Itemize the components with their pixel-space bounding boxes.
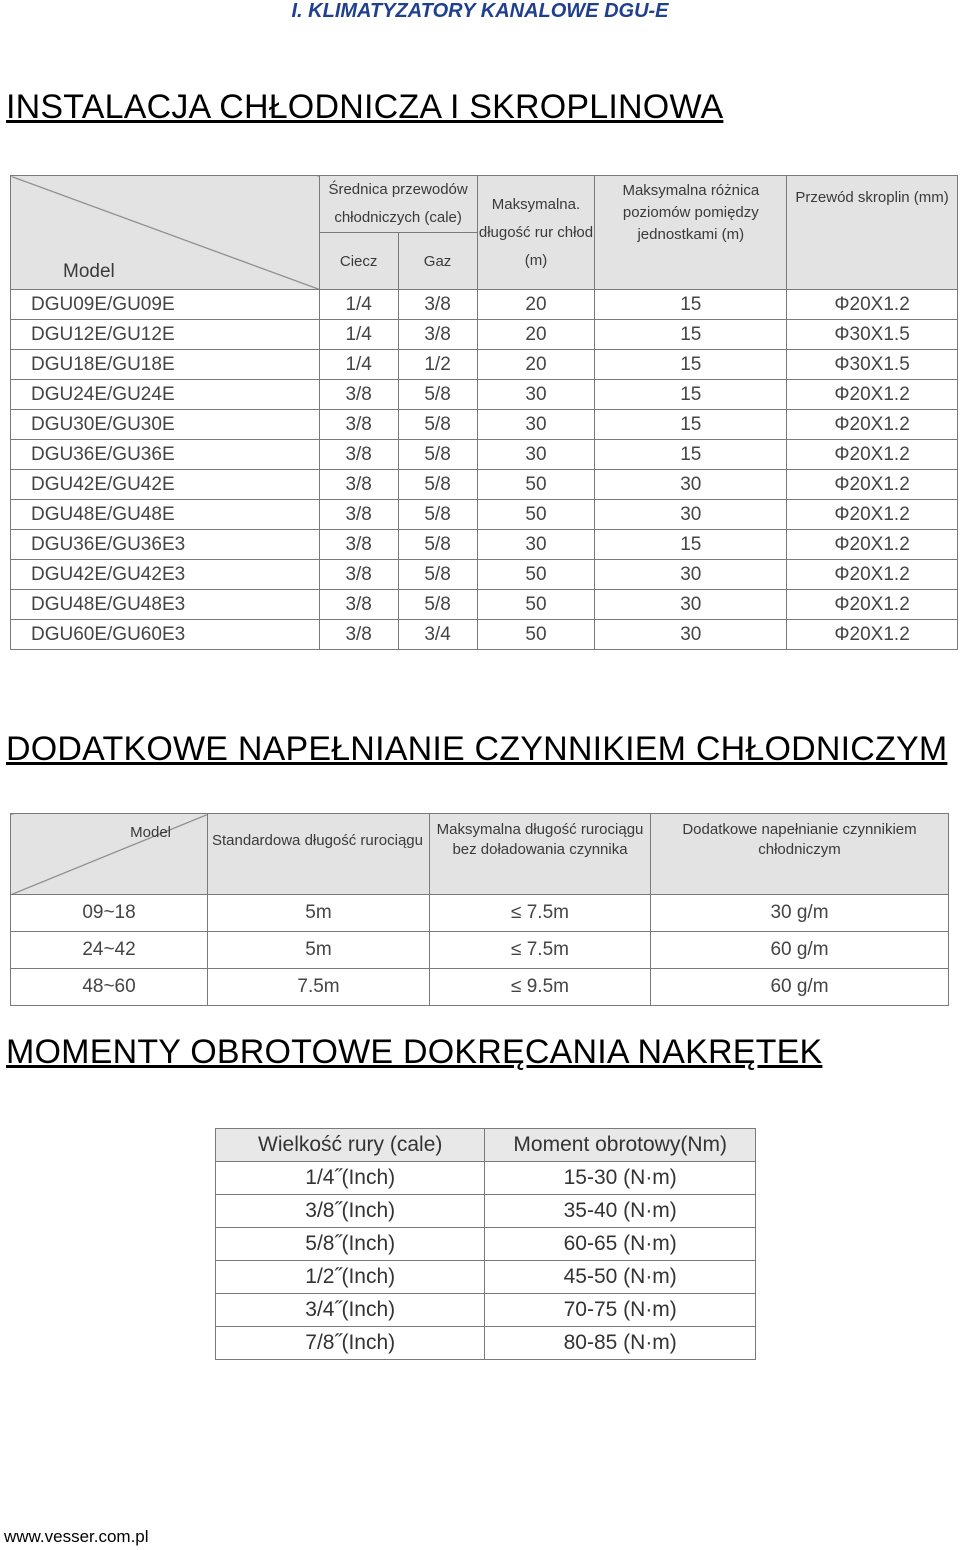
section-title-installation: INSTALACJA CHŁODNICZA I SKROPLINOWA [6, 88, 724, 126]
table-cell: 5/8 [398, 440, 477, 470]
table-cell: DGU42E/GU42E [11, 470, 320, 500]
table-cell: DGU24E/GU24E [11, 380, 320, 410]
table-row [11, 620, 958, 650]
table-cell: DGU09E/GU09E [11, 290, 320, 320]
table-cell: DGU30E/GU30E [11, 410, 320, 440]
table-row [11, 440, 958, 470]
table-row [216, 1162, 756, 1195]
table-cell: 5m [208, 895, 430, 932]
table-cell: 3/8˝(Inch) [216, 1195, 485, 1228]
table-row [11, 290, 958, 320]
table-row [11, 470, 958, 500]
liquid-header: Ciecz [319, 233, 398, 290]
table-cell: 7/8˝(Inch) [216, 1327, 485, 1360]
table-cell: 60 g/m [651, 932, 949, 969]
table-cell: 5m [208, 932, 430, 969]
table-cell: Φ20X1.2 [787, 380, 958, 410]
table-cell: 5/8 [398, 500, 477, 530]
table-cell: Φ20X1.2 [787, 410, 958, 440]
table-cell: 50 [477, 560, 595, 590]
table-cell: Φ20X1.2 [787, 500, 958, 530]
table-cell: 45-50 (N·m) [485, 1261, 756, 1294]
table-cell: 5/8˝(Inch) [216, 1228, 485, 1261]
table-cell: ≤ 9.5m [430, 969, 651, 1006]
document-header: I. KLIMATYZATORY KANALOWE DGU-E [291, 0, 669, 22]
torque-table [215, 1128, 756, 1360]
table-cell: ≤ 7.5m [430, 895, 651, 932]
table-cell: 30 [595, 620, 787, 650]
table-row [11, 380, 958, 410]
table-cell: 50 [477, 470, 595, 500]
table-cell: DGU48E/GU48E3 [11, 590, 320, 620]
table-cell: 15 [595, 350, 787, 380]
table-cell: 20 [477, 320, 595, 350]
table-row [216, 1261, 756, 1294]
table-cell: 60 g/m [651, 969, 949, 1006]
diameter-header: Średnica przewodów chłodniczych (cale) [319, 176, 477, 233]
model-header: Model [11, 176, 320, 290]
table-cell: 15 [595, 290, 787, 320]
max-length-no-charge-header: Maksymalna długość rurociągu bez doładowania czynnika [430, 814, 651, 895]
table-cell: 30 [477, 380, 595, 410]
table-cell: 50 [477, 620, 595, 650]
table-cell: 3/8 [319, 380, 398, 410]
table-cell: 1/4 [319, 350, 398, 380]
table-row [11, 895, 949, 932]
installation-table [10, 175, 958, 650]
std-length-header: Standardowa długość rurociągu [208, 814, 430, 895]
pipe-size-header: Wielkość rury (cale) [216, 1129, 485, 1162]
table-row [11, 350, 958, 380]
table-cell: 09~18 [11, 895, 208, 932]
footer-url: www.vesser.com.pl [4, 1527, 149, 1546]
table-row [11, 932, 949, 969]
table-cell: DGU36E/GU36E [11, 440, 320, 470]
table-cell: 3/8 [319, 530, 398, 560]
additional-charge-header: Dodatkowe napełnianie czynnikiem chłodniczym [651, 814, 949, 895]
table-cell: 15 [595, 410, 787, 440]
table-cell: 15 [595, 380, 787, 410]
table-cell: 15-30 (N·m) [485, 1162, 756, 1195]
table-cell: Φ20X1.2 [787, 560, 958, 590]
table-cell: 3/8 [398, 290, 477, 320]
drain-header: Przewód skroplin (mm) [787, 176, 958, 290]
table-cell: 1/4 [319, 290, 398, 320]
table-cell: 3/8 [319, 590, 398, 620]
section-title-refrigerant: DODATKOWE NAPEŁNIANIE CZYNNIKIEM CHŁODNICZYM [6, 730, 948, 768]
table-cell: DGU18E/GU18E [11, 350, 320, 380]
table-cell: ≤ 7.5m [430, 932, 651, 969]
table-cell: Φ30X1.5 [787, 350, 958, 380]
table-cell: 30 [595, 590, 787, 620]
table-cell: DGU42E/GU42E3 [11, 560, 320, 590]
table-cell: 5/8 [398, 590, 477, 620]
table-cell: 30 [477, 530, 595, 560]
table-cell: 5/8 [398, 560, 477, 590]
section-title-torque: MOMENTY OBROTOWE DOKRĘCANIA NAKRĘTEK [6, 1033, 823, 1071]
max-length-header: Maksymalna. długość rur chłod (m) [477, 176, 595, 290]
table-cell: 7.5m [208, 969, 430, 1006]
level-diff-header: Maksymalna różnica poziomów pomiędzy jednostkami (m) [595, 176, 787, 290]
table-cell: 3/4˝(Inch) [216, 1294, 485, 1327]
table-cell: 20 [477, 350, 595, 380]
table-cell: Φ20X1.2 [787, 290, 958, 320]
refrigerant-charge-table [10, 813, 949, 1006]
table-cell: 30 [595, 500, 787, 530]
table-cell: 48~60 [11, 969, 208, 1006]
table-row [216, 1294, 756, 1327]
table-cell: 80-85 (N·m) [485, 1327, 756, 1360]
table-row [11, 410, 958, 440]
table-cell: 1/2 [398, 350, 477, 380]
table-cell: 30 g/m [651, 895, 949, 932]
table-row [11, 560, 958, 590]
table-cell: 15 [595, 440, 787, 470]
table-cell: 60-65 (N·m) [485, 1228, 756, 1261]
table-cell: 15 [595, 530, 787, 560]
table-cell: 50 [477, 590, 595, 620]
table-cell: 20 [477, 290, 595, 320]
table-cell: 30 [477, 410, 595, 440]
table-cell: 3/4 [398, 620, 477, 650]
table-cell: Φ20X1.2 [787, 590, 958, 620]
table-cell: 5/8 [398, 470, 477, 500]
table-cell: 3/8 [319, 410, 398, 440]
table-cell: DGU36E/GU36E3 [11, 530, 320, 560]
table-cell: Φ20X1.2 [787, 530, 958, 560]
table-row [11, 590, 958, 620]
table-cell: 30 [595, 470, 787, 500]
table-cell: 5/8 [398, 380, 477, 410]
table-cell: 35-40 (N·m) [485, 1195, 756, 1228]
model-header-2: Model [11, 814, 208, 895]
table-cell: 5/8 [398, 410, 477, 440]
table-cell: 50 [477, 500, 595, 530]
table-row [216, 1228, 756, 1261]
table-cell: 3/8 [319, 500, 398, 530]
table-row [11, 500, 958, 530]
table-cell: Φ20X1.2 [787, 470, 958, 500]
table-cell: 3/8 [319, 560, 398, 590]
gas-header: Gaz [398, 233, 477, 290]
table-cell: 3/8 [319, 470, 398, 500]
table-row [11, 530, 958, 560]
table-cell: Φ20X1.2 [787, 440, 958, 470]
table-cell: 3/8 [319, 440, 398, 470]
table-cell: Φ20X1.2 [787, 620, 958, 650]
table-cell: 1/2˝(Inch) [216, 1261, 485, 1294]
table-cell: 30 [477, 440, 595, 470]
table-cell: 3/8 [319, 620, 398, 650]
table-cell: 3/8 [398, 320, 477, 350]
table-cell: DGU60E/GU60E3 [11, 620, 320, 650]
table-cell: 1/4˝(Inch) [216, 1162, 485, 1195]
table-cell: 5/8 [398, 530, 477, 560]
table-row [216, 1327, 756, 1360]
table-cell: Φ30X1.5 [787, 320, 958, 350]
table-cell: DGU12E/GU12E [11, 320, 320, 350]
table-row [11, 320, 958, 350]
table-cell: DGU48E/GU48E [11, 500, 320, 530]
table-cell: 70-75 (N·m) [485, 1294, 756, 1327]
table-cell: 24~42 [11, 932, 208, 969]
table-cell: 15 [595, 320, 787, 350]
table-row [11, 969, 949, 1006]
table-row [216, 1195, 756, 1228]
torque-header: Moment obrotowy(Nm) [485, 1129, 756, 1162]
table-cell: 1/4 [319, 320, 398, 350]
table-cell: 30 [595, 560, 787, 590]
